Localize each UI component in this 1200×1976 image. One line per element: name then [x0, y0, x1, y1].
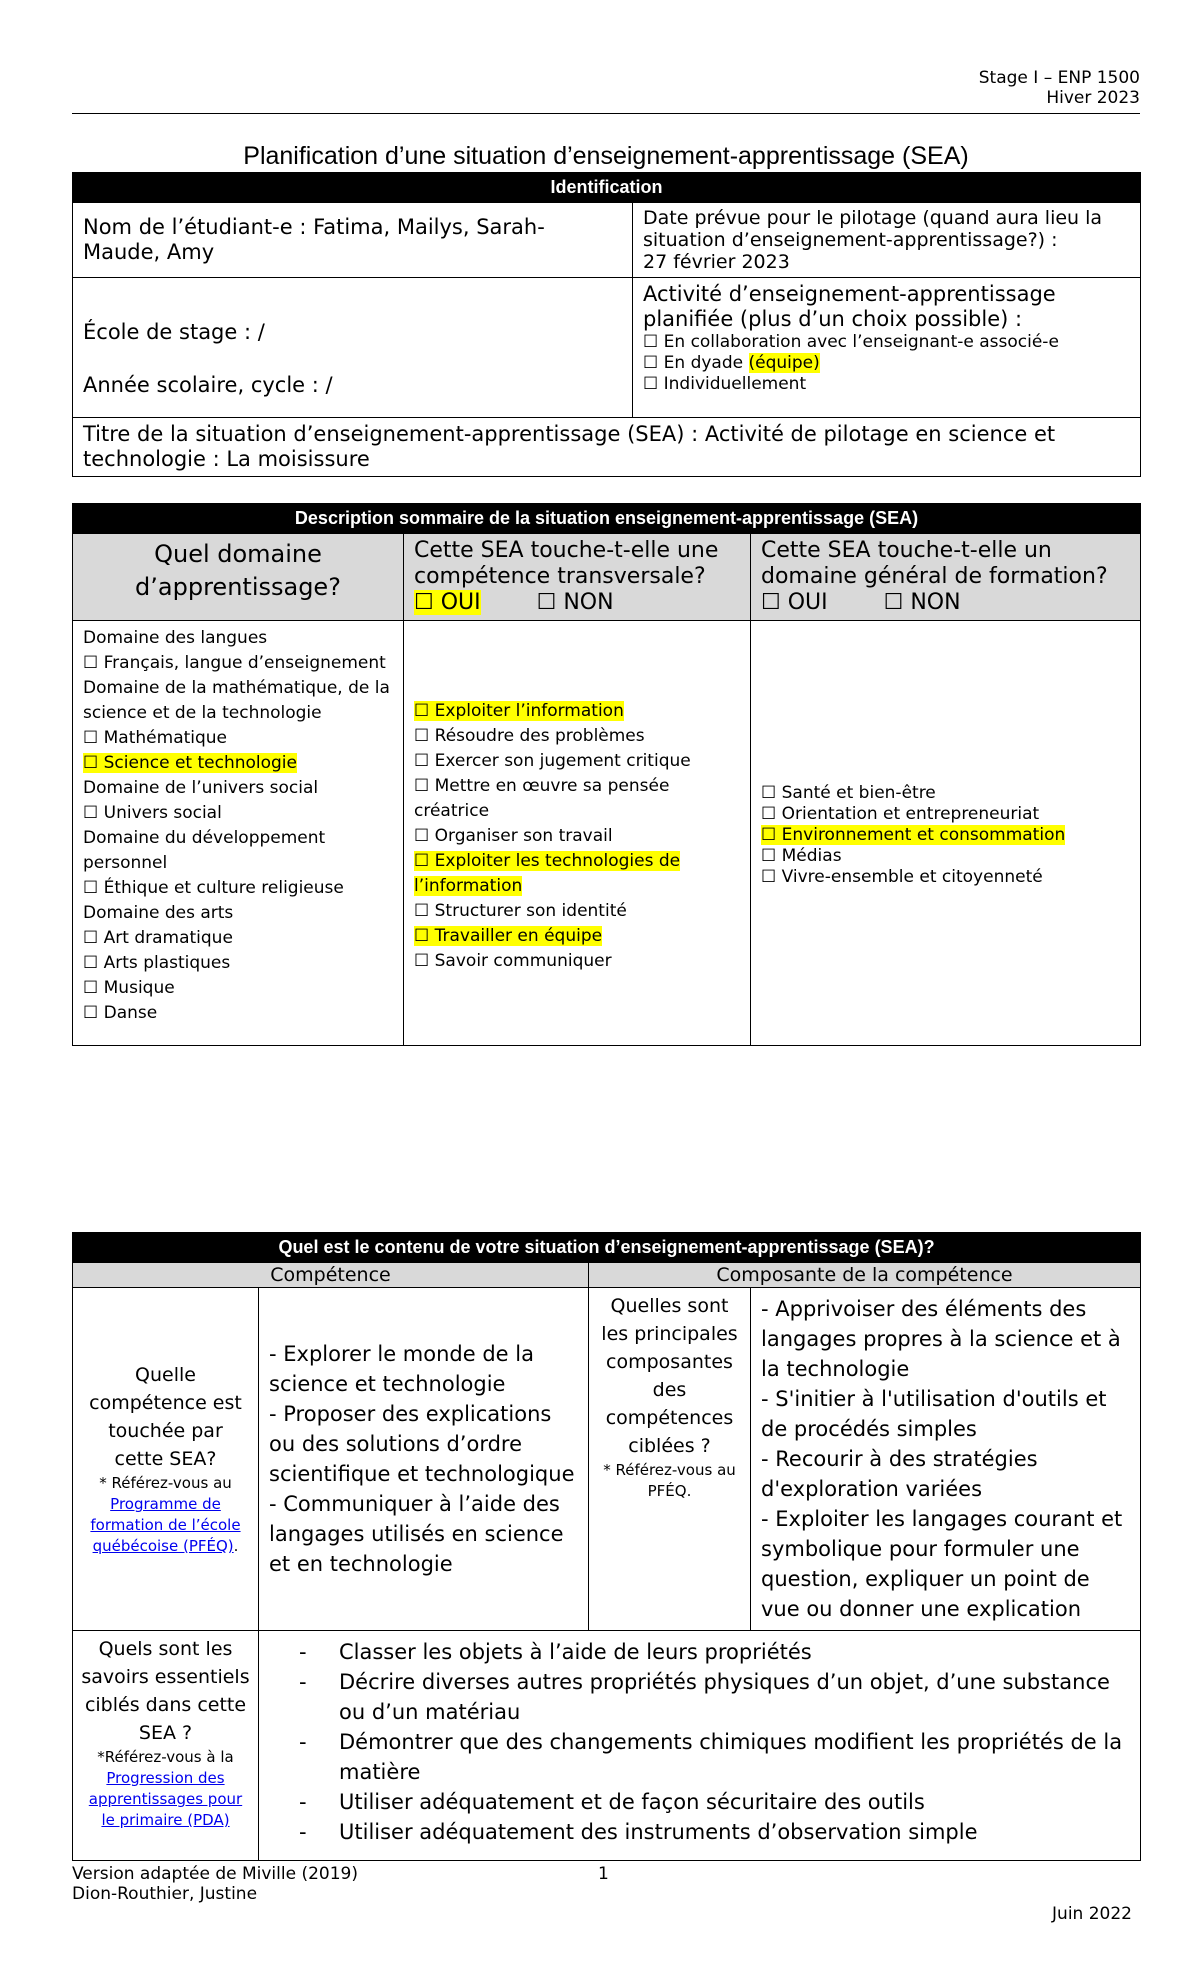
list-item: Domaine des langues — [83, 628, 268, 648]
list-item: - Communiquer à l’aide des langages utilisés en science et en technologie — [269, 1492, 564, 1576]
activity-option-collab[interactable]: ☐ En collaboration avec l’enseignant-e associé-e — [643, 332, 1059, 352]
list-item: - Exploiter les langages courant et symbolique pour formuler une question, expliquer un point de vue ou donner une explication — [761, 1507, 1123, 1621]
pilot-date-label: Date prévue pour le pilotage (quand aura lieu la situation d’enseignement-apprentissage?) : — [643, 207, 1103, 251]
transversal-non[interactable]: ☐ NON — [536, 590, 614, 615]
term: Hiver 2023 — [1046, 88, 1140, 108]
general-non[interactable]: ☐ NON — [883, 590, 961, 615]
list-item: Domaine du développement personnel — [83, 828, 326, 873]
activity-label: Activité d’enseignement-apprentissage planifiée (plus d’un choix possible) : — [643, 282, 1056, 331]
page-header — [979, 68, 1140, 108]
general-question: Cette SEA touche-t-elle un domaine général de formation? — [761, 538, 1108, 589]
list-item: - Recourir à des stratégies d'exploration variées — [761, 1447, 1038, 1501]
list-item: Domaine de la mathématique, de la science et de la technologie — [83, 678, 390, 723]
list-item[interactable]: ☐ Structurer son identité — [414, 901, 627, 921]
footer-credits — [72, 1864, 358, 1904]
transversal-oui[interactable]: ☐ OUI — [414, 590, 481, 615]
list-item: - S'initier à l'utilisation d'outils et de procédés simples — [761, 1387, 1107, 1441]
activity-cell — [633, 278, 1141, 418]
sea-title: Titre de la situation d’enseignement-apprentissage (SEA) : Activité de pilotage en science et technologie : La moisissure — [73, 418, 1141, 477]
list-item: - Utiliser adéquatement et de façon sécuritaire des outils — [299, 1787, 1130, 1817]
list-item[interactable]: ☐ Danse — [83, 1003, 158, 1023]
list-item[interactable]: ☐ Français, langue d’enseignement — [83, 653, 386, 673]
school-label: École de stage : / — [83, 319, 265, 344]
content-table — [72, 1232, 1141, 1861]
transversal-column-header — [404, 534, 751, 621]
pda-link[interactable]: Progression des apprentissages pour le primaire (PDA) — [88, 1769, 243, 1829]
list-item[interactable]: ☐ Orientation et entrepreneuriat — [761, 804, 1040, 824]
general-oui[interactable]: ☐ OUI — [761, 590, 828, 615]
competence-question: Quelle compétence est touchée par cette SEA? — [89, 1364, 242, 1470]
pilot-date-value: 27 février 2023 — [643, 251, 790, 273]
list-item[interactable]: ☐ Travailler en équipe — [414, 926, 603, 946]
list-item[interactable]: ☐ Exercer son jugement critique — [414, 751, 691, 771]
savoirs-list-cell — [259, 1631, 1141, 1861]
pilot-date-cell — [633, 203, 1141, 278]
list-item[interactable]: ☐ Résoudre des problèmes — [414, 726, 645, 746]
domain-list — [73, 621, 404, 1046]
list-item: - Apprivoiser des éléments des langages propres à la science et à la technologie — [761, 1297, 1121, 1381]
pfeq-note: * Référez-vous au PFÉQ. — [603, 1461, 736, 1500]
pfeq-link[interactable]: Programme de formation de l’école québécoise (PFÉQ) — [90, 1495, 241, 1555]
list-item[interactable]: ☐ Mettre en œuvre sa pensée créatrice — [414, 776, 670, 821]
activity-option-dyad[interactable]: ☐ En dyade (équipe) — [643, 353, 820, 373]
savoirs-question: Quels sont les savoirs essentiels ciblés dans cette SEA ? — [81, 1638, 250, 1744]
list-item: - Décrire diverses autres propriétés physiques d’un objet, d’une substance ou d’un matériau — [299, 1667, 1130, 1727]
general-domain-list — [751, 621, 1141, 1046]
general-column-header — [751, 534, 1141, 621]
header-divider — [72, 113, 1140, 114]
dyad-highlight: (équipe) — [748, 353, 820, 373]
identification-heading: Identification — [73, 173, 1141, 203]
list-item[interactable]: ☐ Santé et bien-être — [761, 783, 936, 803]
component-list — [751, 1288, 1141, 1631]
footer-author: Dion-Routhier, Justine — [72, 1884, 258, 1904]
list-item[interactable]: ☐ Éthique et culture religieuse — [83, 878, 344, 898]
competence-list — [259, 1288, 589, 1631]
transversal-question: Cette SEA touche-t-elle une compétence transversale? — [414, 538, 719, 589]
competence-list — [404, 621, 751, 1046]
list-item[interactable]: ☐ Science et technologie — [83, 753, 297, 773]
competence-question-cell: Quelle compétence est touchée par cette SEA? * Référez-vous au Programme de formation de l’école québécoise (PFÉQ). — [73, 1288, 259, 1631]
list-item: Domaine des arts — [83, 903, 234, 923]
list-item[interactable]: ☐ Médias — [761, 846, 842, 866]
list-item: Domaine de l’univers social — [83, 778, 319, 798]
domain-column-header: Quel domaine d’apprentissage? — [73, 534, 404, 621]
pda-note: *Référez-vous à la — [97, 1748, 234, 1766]
description-heading: Description sommaire de la situation enseignement-apprentissage (SEA) — [73, 504, 1141, 534]
component-subheader: Composante de la compétence — [589, 1263, 1141, 1288]
list-item: - Proposer des explications ou des solutions d’ordre scientifique et technologique — [269, 1402, 575, 1486]
identification-table — [72, 172, 1141, 477]
list-item[interactable]: ☐ Exploiter l’information — [414, 701, 624, 721]
transversal-choice — [414, 590, 740, 616]
savoirs-question-cell — [73, 1631, 259, 1861]
list-item: - Utiliser adéquatement des instruments d’observation simple — [299, 1817, 1130, 1847]
document-title: Planification d’une situation d’enseignement-apprentissage (SEA) — [243, 142, 969, 170]
activity-option-individual[interactable]: ☐ Individuellement — [643, 374, 807, 394]
list-item[interactable]: ☐ Savoir communiquer — [414, 951, 612, 971]
component-question: Quelles sont les principales composantes des compétences ciblées ? — [601, 1295, 738, 1457]
course-code: Stage I – ENP 1500 — [978, 68, 1140, 88]
list-item[interactable]: ☐ Arts plastiques — [83, 953, 231, 973]
savoirs-list — [269, 1637, 1130, 1847]
list-item[interactable]: ☐ Musique — [83, 978, 175, 998]
list-item[interactable]: ☐ Environnement et consommation — [761, 825, 1066, 845]
page-number: 1 — [598, 1864, 609, 1884]
list-item[interactable]: ☐ Organiser son travail — [414, 826, 613, 846]
list-item[interactable]: ☐ Mathématique — [83, 728, 228, 748]
list-item[interactable]: ☐ Art dramatique — [83, 928, 233, 948]
list-item: - Explorer le monde de la science et technologie — [269, 1342, 534, 1396]
list-item: - Démontrer que des changements chimiques modifient les propriétés de la matière — [299, 1727, 1130, 1787]
description-table — [72, 503, 1141, 1046]
list-item[interactable]: ☐ Vivre-ensemble et citoyenneté — [761, 867, 1043, 887]
footer-date: Juin 2022 — [1052, 1904, 1132, 1924]
component-question-cell — [589, 1288, 751, 1631]
school-year-label: Année scolaire, cycle : / — [83, 372, 333, 397]
list-item[interactable]: ☐ Exploiter les technologies de l’information — [414, 851, 681, 896]
competence-subheader: Compétence — [73, 1263, 589, 1288]
list-item: - Classer les objets à l’aide de leurs propriétés — [299, 1637, 1130, 1667]
general-choice — [761, 590, 1130, 616]
content-heading: Quel est le contenu de votre situation d’enseignement-apprentissage (SEA)? — [73, 1233, 1141, 1263]
footer-version: Version adaptée de Miville (2019) — [72, 1864, 358, 1884]
competence-note: * Référez-vous au — [99, 1474, 232, 1492]
student-name: Nom de l’étudiant-e : Fatima, Mailys, Sarah-Maude, Amy — [73, 203, 633, 278]
school-cell — [73, 278, 633, 418]
list-item[interactable]: ☐ Univers social — [83, 803, 222, 823]
